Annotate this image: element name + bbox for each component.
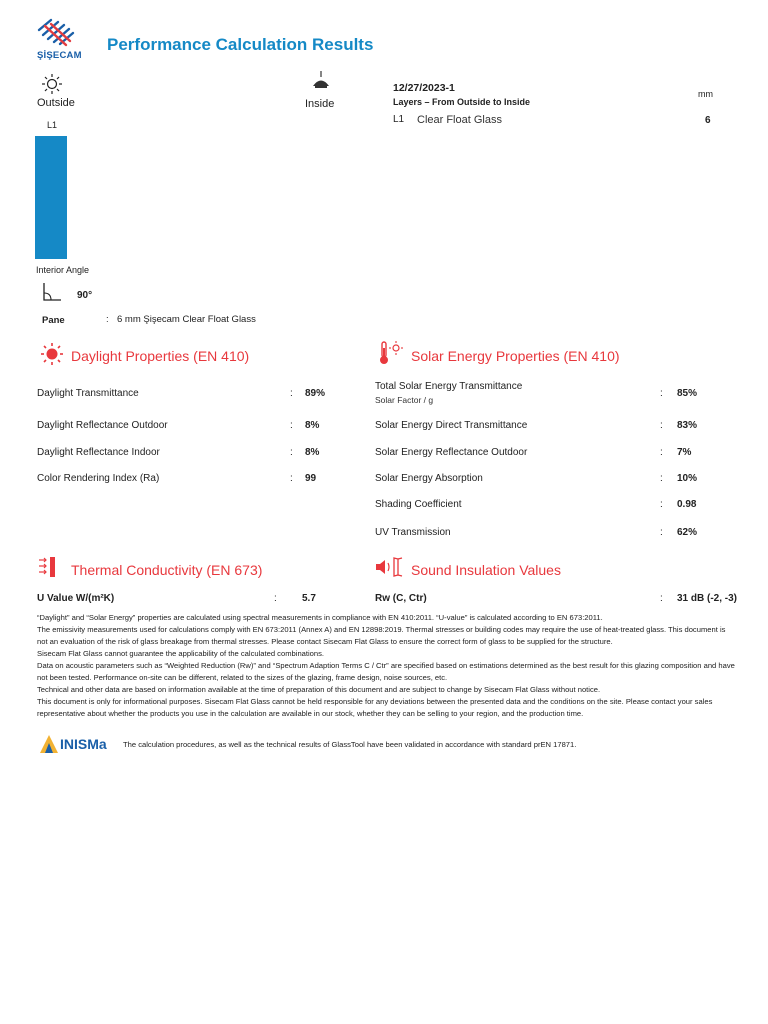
colon: : — [660, 593, 663, 604]
layer-row-name: Clear Float Glass — [417, 114, 502, 126]
page-title: Performance Calculation Results — [107, 35, 374, 54]
pane-colon: : — [106, 314, 109, 325]
solar-row-value: 62% — [677, 527, 698, 538]
layer-row-id: L1 — [393, 114, 405, 125]
thermal-row-label: U Value W/(m²K) — [37, 593, 115, 604]
speaker-icon — [374, 555, 404, 584]
daylight-row-value: 99 — [305, 473, 317, 484]
layers-heading: Layers – From Outside to Inside — [393, 97, 531, 107]
colon: : — [660, 388, 663, 399]
solar-row-label: UV Transmission — [375, 527, 451, 538]
solar-row-value: 10% — [677, 473, 698, 484]
thermal-section-title: Thermal Conductivity (EN 673) — [71, 562, 263, 578]
lamp-icon — [310, 70, 332, 97]
outside-label: Outside — [37, 97, 75, 109]
layer-row-thickness: 6 — [705, 115, 711, 126]
note-paragraph: Technical and other data are based on information available at the time of preparation of this document and are subject to change by Sisecam Flat Glass without notice. — [37, 685, 601, 694]
colon: : — [290, 388, 293, 399]
sound-row-label: Rw (C, Ctr) — [375, 593, 427, 604]
colon: : — [660, 473, 663, 484]
daylight-row-value: 8% — [305, 447, 320, 458]
solar-row-value: 0.98 — [677, 499, 697, 510]
daylight-row-label: Daylight Reflectance Outdoor — [37, 420, 168, 431]
solar-row-label: Solar Energy Absorption — [375, 473, 483, 484]
project-id: 12/27/2023-1 — [393, 82, 455, 94]
inisma-logo — [38, 733, 120, 760]
note-paragraph: This document is only for informational purposes. Sisecam Flat Glass cannot be held responsible for any deviations between the presented data and the conditions on the site. Please contact your sales representative about whether the products you use in the calculation are available in our stock, whether they can be selling to your region, and the production time. — [37, 697, 713, 718]
validation-text: The calculation procedures, as well as the technical results of GlassTool have been validated in accordance with standard prEN 17871. — [123, 740, 577, 749]
colon: : — [290, 447, 293, 458]
colon: : — [290, 420, 293, 431]
colon: : — [290, 473, 293, 484]
note-paragraph: The emissivity measurements used for calculations comply with EN 673:2011 (Annex A) and EN 12898:2019. Thermal stresses or building codes may require the use of heat-treated glass. This document is not an evaluation of the risk of glass breakage from thermal stresses. Please contact Sisecam Flat Glass to ensure the correct form of glass to be supplied for the structure. — [37, 625, 726, 646]
note-paragraph: Sisecam Flat Glass cannot guarantee the applicability of the calculated combinations. — [37, 649, 325, 658]
thermometer-sun-icon — [378, 340, 404, 371]
layers-unit: mm — [698, 89, 713, 99]
glass-pane-bar — [35, 136, 67, 259]
sound-section-title: Sound Insulation Values — [411, 562, 561, 578]
solar-section-title: Solar Energy Properties (EN 410) — [411, 348, 620, 364]
daylight-row-value: 8% — [305, 420, 320, 431]
solar-row-label: Shading Coefficient — [375, 499, 462, 510]
disclaimer-notes — [37, 612, 737, 720]
solar-row-value: 83% — [677, 420, 698, 431]
solar-row-sublabel: Solar Factor / g — [375, 395, 434, 405]
solar-row-value: 85% — [677, 388, 698, 399]
inside-label: Inside — [305, 98, 335, 110]
logo-text: ŞİŞECAM — [37, 50, 82, 61]
pane-description: 6 mm Şişecam Clear Float Glass — [117, 314, 256, 325]
colon: : — [660, 420, 663, 431]
daylight-row-label: Daylight Transmittance — [37, 388, 139, 399]
note-paragraph: “Daylight” and “Solar Energy” properties are calculated using spectral measurements in compliance with EN 410:2011. “U-value” is calculated according to EN 673:2011. — [37, 613, 603, 622]
note-paragraph: Data on acoustic parameters such as “Weighted Reduction (Rw)” and “Spectrum Adaption Terms C / Ctr” are specified based on estimations determined as the best result for this glazing composition and have not been tested. Performance on-site can be different, related to the sizes of the glazing, frame design, noise sources, etc. — [37, 661, 735, 682]
colon: : — [660, 447, 663, 458]
daylight-row-label: Color Rendering Index (Ra) — [37, 473, 160, 484]
angle-icon — [40, 282, 62, 307]
sun-icon — [41, 73, 63, 100]
interior-angle-value: 90° — [77, 290, 93, 301]
inisma-logo-text: INISMa — [60, 736, 107, 752]
solar-row-label: Solar Energy Reflectance Outdoor — [375, 447, 528, 458]
thermal-conductivity-icon — [38, 555, 62, 584]
solar-row-label: Total Solar Energy Transmittance — [375, 381, 523, 392]
daylight-section-title: Daylight Properties (EN 410) — [71, 348, 250, 364]
colon: : — [660, 527, 663, 538]
daylight-row-value: 89% — [305, 388, 326, 399]
sound-row-value: 31 dB (-2, -3) — [677, 593, 738, 604]
solar-row-label: Solar Energy Direct Transmittance — [375, 420, 528, 431]
pane-label: Pane — [42, 315, 65, 326]
pane-marker: L1 — [47, 120, 58, 130]
daylight-sun-icon — [40, 342, 64, 371]
colon: : — [660, 499, 663, 510]
daylight-row-label: Daylight Reflectance Indoor — [37, 447, 160, 458]
solar-row-value: 7% — [677, 447, 692, 458]
interior-angle-label: Interior Angle — [36, 265, 90, 275]
colon: : — [274, 593, 277, 604]
thermal-row-value: 5.7 — [302, 593, 316, 604]
